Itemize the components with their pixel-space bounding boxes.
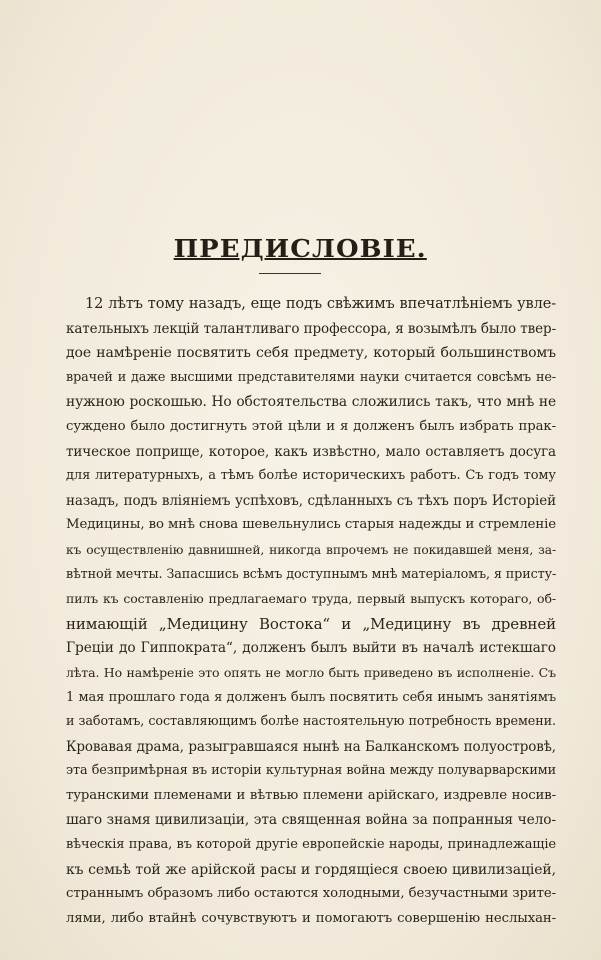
heading-container: [0, 234, 601, 263]
text-line: 1 мая прошлаго года я долженъ былъ посвятить себя инымъ занятіямъ: [66, 689, 556, 705]
text-line: эта безпримѣрная въ исторіи культурная война между полуварварскими: [66, 763, 556, 779]
text-line: къ семьѣ той же арійской расы и гордящіеся своею цивилизаціей,: [66, 861, 556, 878]
text-line: кательныхъ лекцій талантливаго профессора, я возымѣлъ было твер-: [66, 320, 557, 337]
text-line: Медицины, во мнѣ снова шевельнулись старыя надежды и стремленіе: [66, 517, 556, 533]
heading-divider: [259, 273, 321, 274]
text-line: вѣтной мечты. Запасшись всѣмъ доступнымъ мнѣ матеріаломъ, я присту-: [66, 566, 557, 582]
text-line: назадъ, подъ вліяніемъ успѣховъ, сдѣланныхъ съ тѣхъ поръ Исторіей: [66, 492, 556, 509]
text-line: лѣта. Но намѣреніе это опять не могло быть приведено въ исполненіе. Съ: [66, 664, 556, 680]
text-line: нужною роскошью. Но обстоятельства сложились такъ, что мнѣ не: [66, 394, 556, 411]
text-line: шаго знамя цивилизаціи, эта священная война за попранныя чело-: [66, 812, 556, 829]
text-line: суждено было достигнуть этой цѣли и я долженъ былъ избрать прак-: [66, 418, 556, 434]
page-heading: ПРЕДИСЛОВІЕ.: [173, 234, 428, 263]
text-line: туранскими племенами и вѣтвью племени арійскаго, издревле носив-: [66, 787, 556, 803]
text-line: вѣческія права, въ которой другіе европейскіе народы, принадлежащіе: [66, 837, 556, 853]
text-line: тическое поприще, которое, какъ извѣстно, мало оставляетъ досуга: [66, 443, 556, 460]
text-line: дое намѣреніе посвятить себя предмету, который большинствомъ: [66, 345, 556, 362]
text-line: къ осуществленію давнишней, никогда впрочемъ не покидавшей меня, за-: [66, 542, 556, 557]
text-line: и заботамъ, составляющимъ болѣе настоятельную потребность времени.: [66, 714, 556, 730]
text-line: Кровавая драма, разыгравшаяся нынѣ на Балканскомъ полуостровѣ,: [66, 738, 556, 755]
text-line: 12 лѣтъ тому назадъ, еще подъ свѣжимъ впечатлѣніемъ увле-: [85, 296, 556, 312]
body-text: [66, 292, 556, 931]
text-line: для литературныхъ, а тѣмъ болѣе историческихъ работъ. Съ годъ тому: [66, 468, 556, 484]
text-line: врачей и даже высшими представителями науки считается совсѣмъ не-: [66, 369, 556, 385]
text-line: страннымъ образомъ либо остаются холодными, безучастными зрите-: [66, 886, 556, 902]
text-line: пилъ къ составленію предлагаемаго труда, первый выпускъ котораго, об-: [66, 591, 556, 607]
text-line: нимающій „Медицину Востока“ и „Медицину въ древней: [66, 614, 556, 633]
text-line: лями, либо втайнѣ сочувствуютъ и помогаютъ совершенію неслыхан-: [66, 910, 556, 926]
text-line: Греціи до Гиппократа“, долженъ былъ выйти въ началѣ истекшаго: [66, 640, 556, 657]
